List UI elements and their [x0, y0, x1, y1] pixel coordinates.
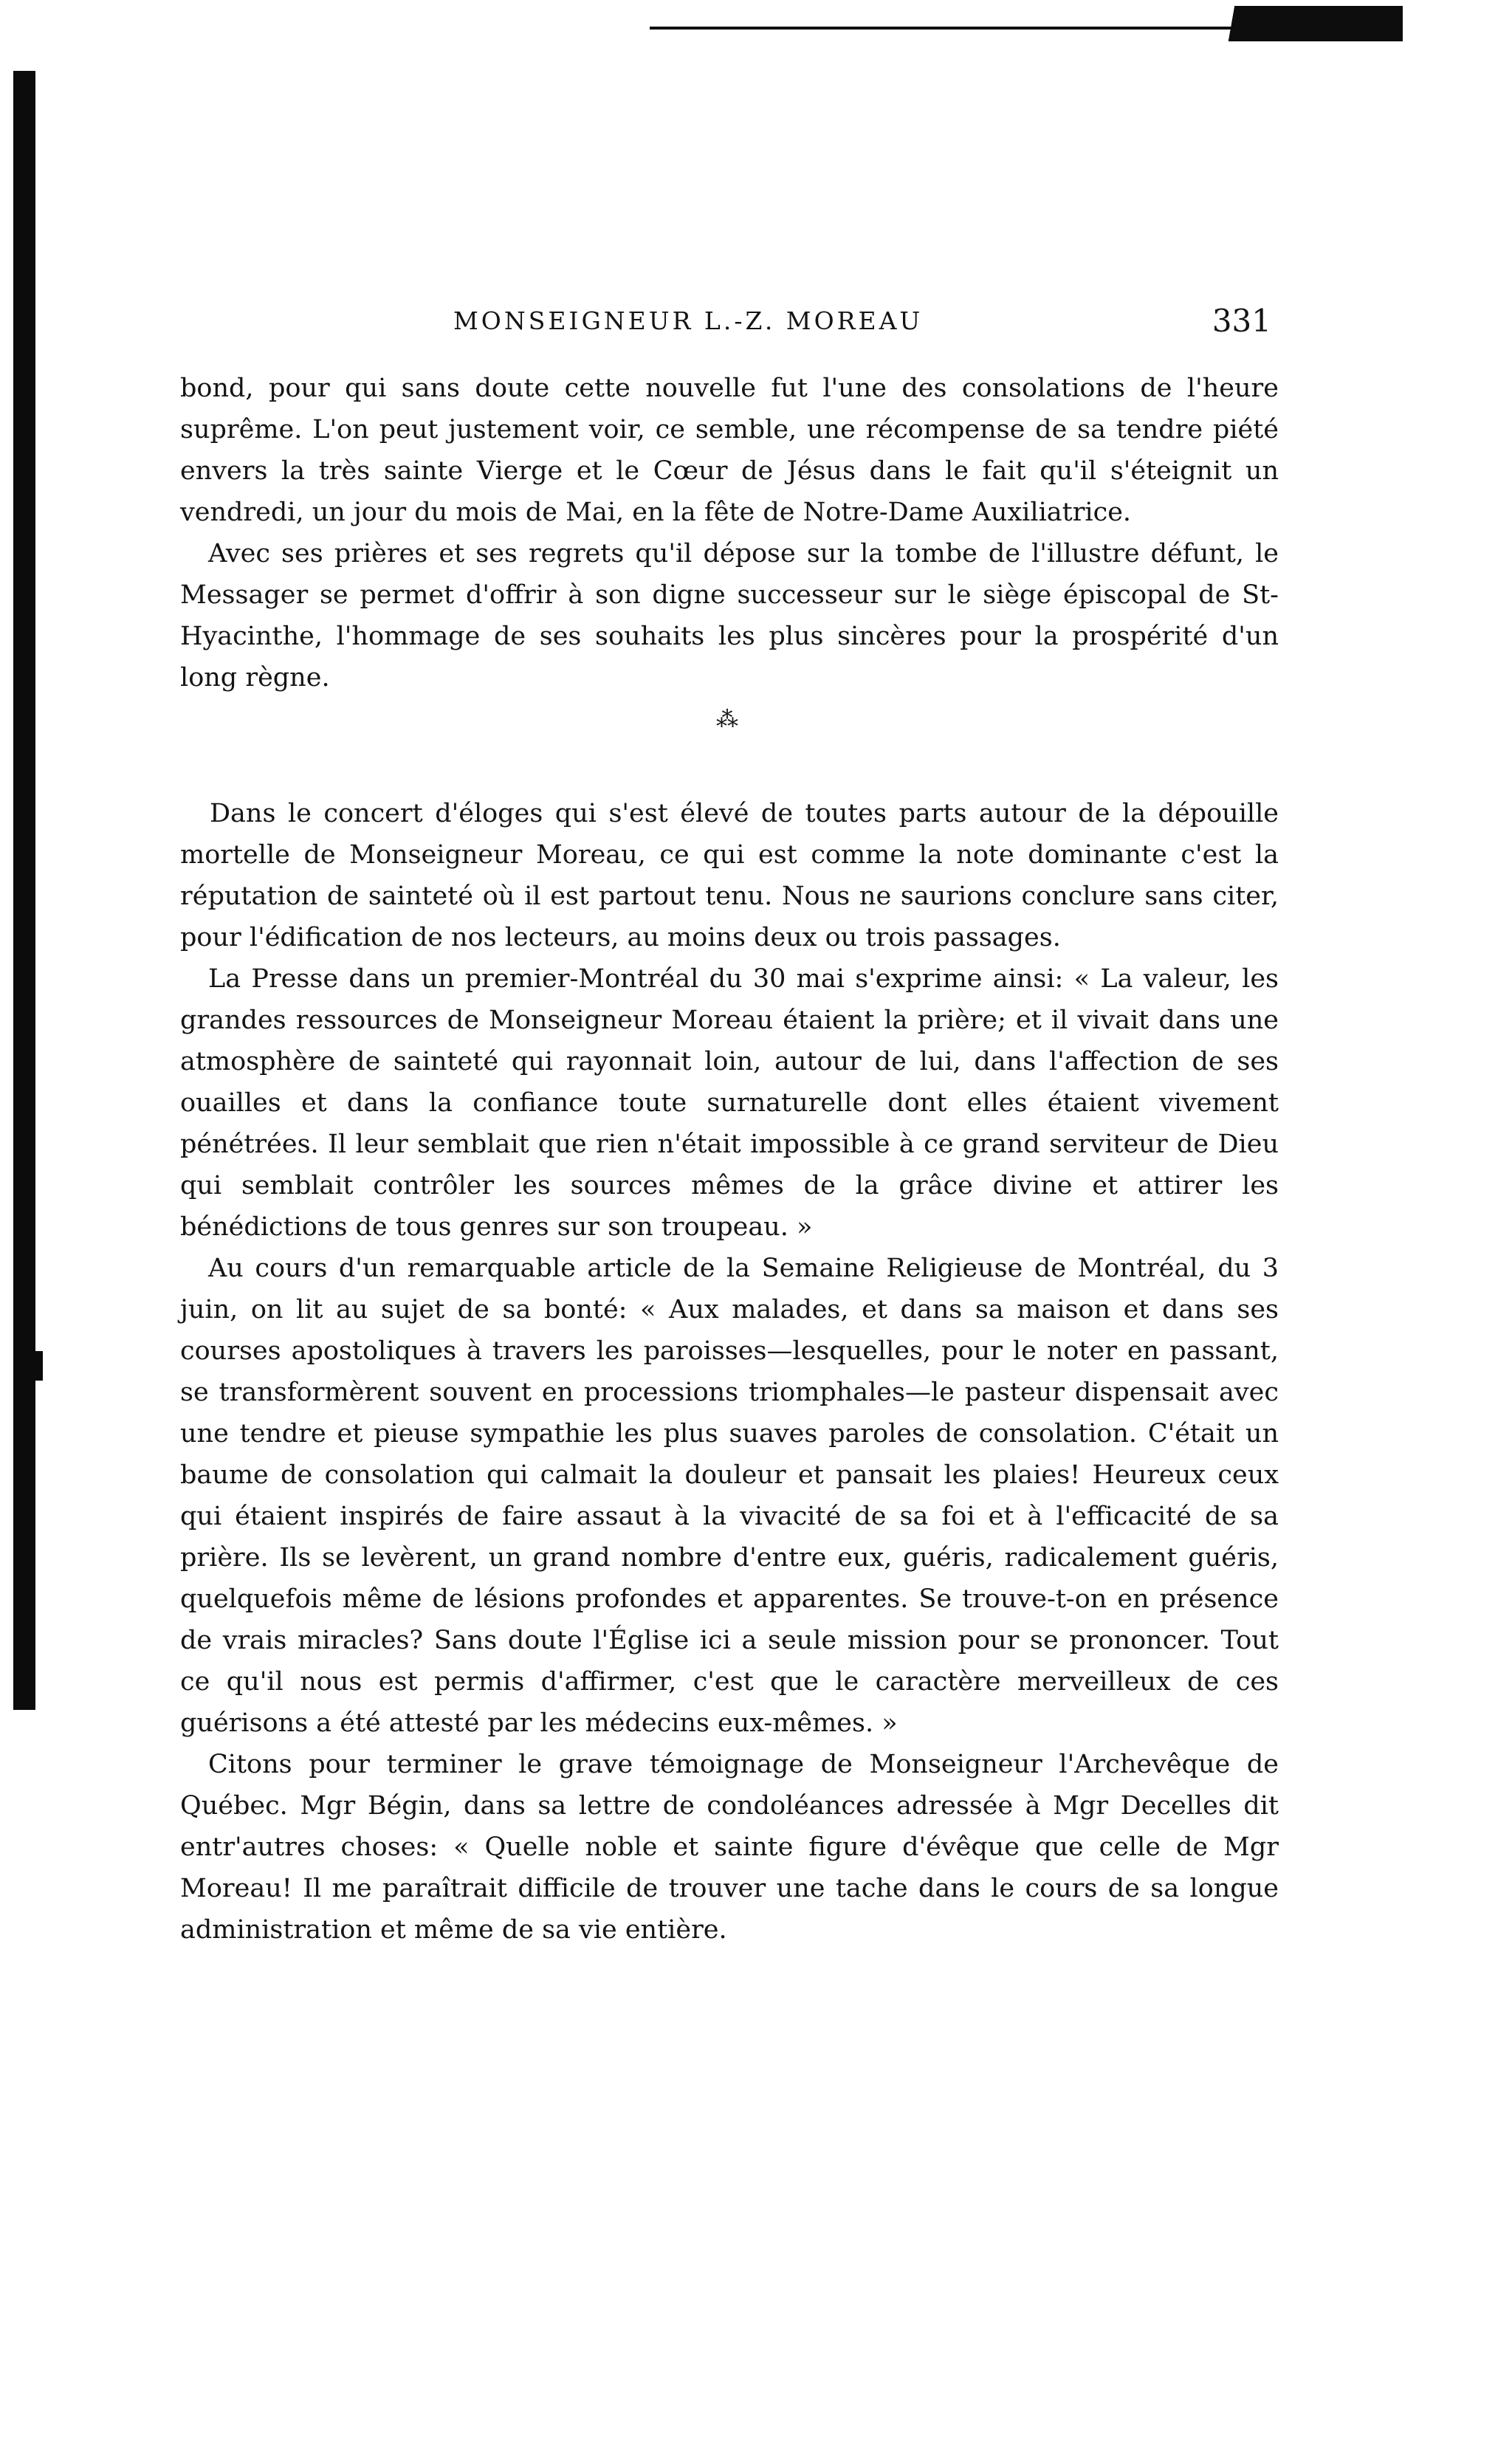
paragraph: Dans le concert d'éloges qui s'est élevé de toutes parts autour de la dépouille mortelle de Monseigneur Moreau, ce qui est comme la note dominante c'est la réputation de sainteté où il est partout tenu. Nous ne saurions conclure sans citer, pour l'édification de nos lecteurs, au moins deux ou trois passages. — [180, 799, 1279, 952]
book-page — [180, 0, 1279, 2460]
paragraph: Au cours d'un remarquable article de la Semaine Religieuse de Montréal, du 3 juin, on lit au sujet de sa bonté: « Aux malades, et dans sa maison et dans ses courses apostoliques à travers les paroisses—lesquelles, pour le noter en passant, se transformèrent souvent en processions triomphales—le pasteur dispensait avec une tendre et pieuse sympathie les plus suaves paroles de consolation. C'était un baume de consolation qui calmait la douleur et pansait les plaies! Heureux ceux qui étaient inspirés de faire assaut à la vivacité de sa foi et à l'efficacité de sa prière. Ils se levèrent, un grand nombre d'entre eux, guéris, radicalement guéris, quelquefois même de lésions profondes et apparentes. Se trouve-t-on en présence de vrais miracles? Sans doute l'Église ici a seule mission pour se prononcer. Tout ce qu'il nous est permis d'affirmer, c'est que le caractère merveilleux de ces guérisons a été attesté par les médecins eux-mêmes. » — [180, 1254, 1279, 1738]
paragraph: La Presse dans un premier-Montréal du 30 mai s'exprime ainsi: « La valeur, les grandes ressources de Monseigneur Moreau étaient la prière; et il vivait dans une atmosphère de sainteté qui rayonnait loin, autour de lui, dans l'affection de ses ouailles et dans la confiance toute surnaturelle dont elles étaient vivement pénétrées. Il leur semblait que rien n'était impossible à ce grand serviteur de Dieu qui semblait contrôler les sources mêmes de la grâce divine et attirer les bénédictions de tous genres sur son troupeau. » — [180, 964, 1279, 1242]
paragraph: Avec ses prières et ses regrets qu'il dépose sur la tombe de l'illustre défunt, le Messager se permet d'offrir à son digne successeur sur le siège épiscopal de St-Hyacinthe, l'hommage de ses souhaits les plus sincères pour la prospérité d'un long règne. — [180, 539, 1279, 693]
scan-edge — [13, 71, 35, 1710]
scan-edge-notch — [30, 1351, 43, 1381]
paragraph: Citons pour terminer le grave témoignage de Monseigneur l'Archevêque de Québec. Mgr Bégin, dans sa lettre de condoléances adressée à Mgr Decelles dit entr'autres choses: « Quelle noble et sainte figure d'évêque que celle de Mgr Moreau! Il me paraîtrait difficile de trouver une tache dans le cours de sa longue administration et même de sa vie entière. — [180, 1750, 1279, 1945]
paragraph: bond, pour qui sans doute cette nouvelle fut l'une des consolations de l'heure suprême. L'on peut justement voir, ce semble, une récompense de sa tendre piété envers la très sainte Vierge et le Cœur de Jésus dans le fait qu'il s'éteignit un vendredi, un jour du mois de Mai, en la fête de Notre-Dame Auxiliatrice. — [180, 374, 1279, 527]
running-head-title: MONSEIGNEUR L.-Z. MOREAU — [453, 306, 924, 335]
section-break — [180, 698, 1279, 793]
page-number: 331 — [1212, 303, 1271, 339]
running-head — [180, 299, 1279, 343]
asterism-glyph: ⁂ — [716, 707, 744, 732]
body-text — [180, 368, 1279, 1951]
